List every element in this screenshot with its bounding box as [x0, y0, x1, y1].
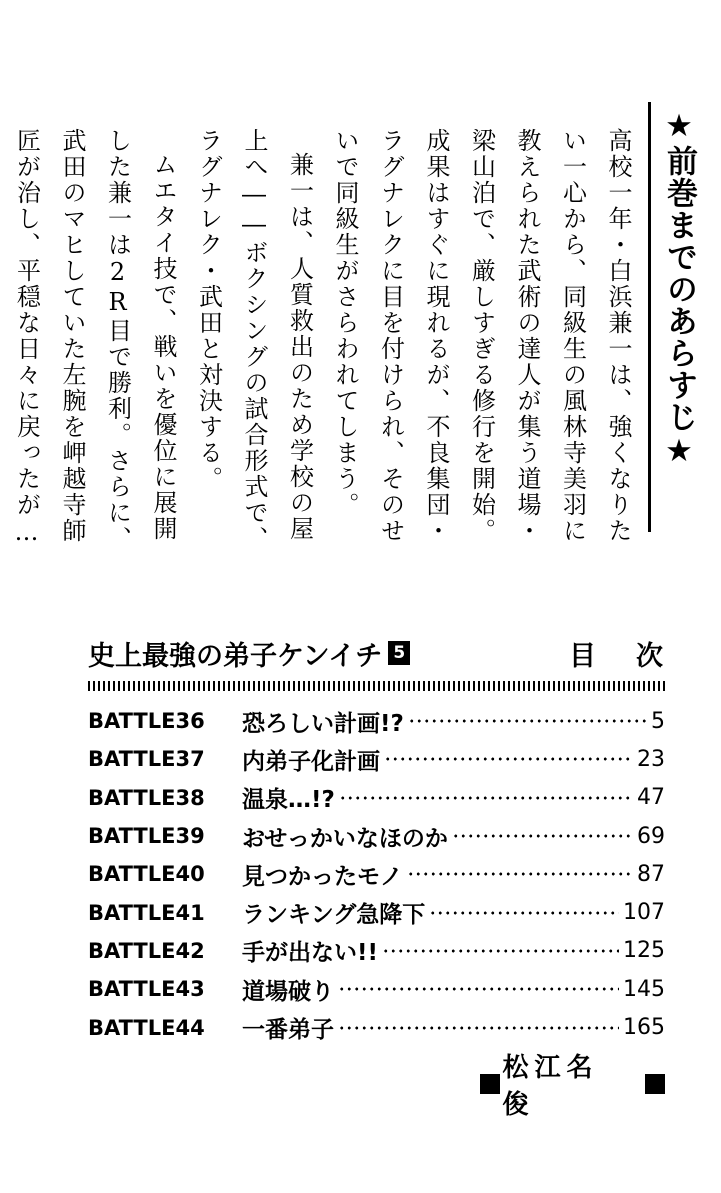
synopsis-paragraph: 高校一年・白浜兼一は、強くなりたい一心から、同級生の風林寺美羽に教えられた武術の達人が集う道場・梁山泊で、厳しすぎる修行を開始。: [467, 128, 632, 544]
book-title: [88, 634, 410, 673]
toc-chapter-title: おせっかいなほのか: [242, 825, 448, 852]
toc-battle-number: BATTLE40: [88, 862, 205, 887]
book-title-text: 史上最強の弟子ケンイチ: [88, 640, 383, 672]
toc-page-number: 107: [623, 900, 665, 926]
synopsis-text: [12, 128, 640, 558]
synopsis-heading: ★前巻までのあらすじ★: [648, 102, 710, 532]
toc-page-number: 23: [637, 746, 665, 772]
toc-chapter-title: 温泉…!?: [242, 787, 335, 814]
toc-battle-number: BATTLE43: [88, 977, 205, 1002]
toc-chapter-title: 手が出ない!!: [242, 940, 378, 967]
toc-chapter-title: 一番弟子: [242, 1017, 334, 1044]
toc-entry[interactable]: [88, 702, 665, 740]
toc-entry[interactable]: [88, 779, 665, 817]
volume-badge: 5: [388, 641, 410, 665]
toc-battle-number: BATTLE41: [88, 900, 205, 925]
author-name: 松江名 俊: [502, 1053, 599, 1120]
toc-chapter-title: 見つかったモノ: [242, 863, 403, 890]
toc-page-number: 87: [637, 861, 665, 887]
toc-chapter-title: 内弟子化計画: [242, 748, 380, 775]
square-bullet-icon: [645, 1074, 665, 1094]
toc-page-number: 69: [637, 823, 665, 849]
toc-page-number: 47: [637, 785, 665, 811]
toc-leader-dots: [338, 985, 619, 993]
synopsis-paragraph: 成果はすぐに現れるが、不良集団・ラグナレクに目を付けられ、そのせいで同級生がさらわれてしまう。: [331, 128, 450, 544]
toc-battle-number: BATTLE37: [88, 747, 205, 772]
toc-leader-dots: [407, 870, 633, 878]
synopsis-paragraph: ムエタイ技で、戦いを優位に展開した兼一は2R目で勝利。さらに、武田のマヒしていた左腕を岬越寺師匠が治し、平穏な日々に戻ったが…: [12, 128, 177, 552]
toc-entry[interactable]: [88, 970, 665, 1008]
toc-entry[interactable]: [88, 855, 665, 893]
toc-entry[interactable]: [88, 817, 665, 855]
toc-leader-dots: [339, 794, 633, 802]
toc-page-number: 145: [623, 976, 665, 1002]
toc-label: 目次: [569, 640, 703, 672]
toc-battle-number: BATTLE39: [88, 824, 205, 849]
toc-chapter-title: 恐ろしい計画!?: [242, 710, 404, 737]
divider-stripe: [88, 681, 665, 691]
toc-battle-number: BATTLE38: [88, 785, 205, 810]
toc-page-number: 165: [623, 1015, 665, 1041]
square-bullet-icon: [480, 1074, 500, 1094]
synopsis-paragraph: [0, 128, 3, 558]
toc-header: [88, 633, 703, 673]
toc-battle-number: BATTLE44: [88, 1015, 205, 1040]
toc-list: [88, 702, 665, 1047]
toc-leader-dots: [408, 717, 647, 725]
toc-entry[interactable]: [88, 1008, 665, 1046]
toc-leader-dots: [382, 947, 619, 955]
toc-leader-dots: [429, 909, 619, 917]
toc-chapter-title: ランキング急降下: [242, 902, 426, 929]
toc-chapter-title: 道場破り: [242, 978, 334, 1005]
toc-entry[interactable]: [88, 932, 665, 970]
toc-entry[interactable]: [88, 740, 665, 778]
toc-page-number: 5: [651, 708, 665, 734]
toc-entry[interactable]: [88, 893, 665, 931]
synopsis-paragraph: 兼一は、人質救出のため学校の屋上へ――ボクシングの試合形式で、ラグナレク・武田と対決する。: [194, 128, 314, 552]
toc-battle-number: BATTLE36: [88, 709, 205, 734]
toc-leader-dots: [384, 755, 633, 763]
toc-leader-dots: [452, 832, 633, 840]
toc-leader-dots: [338, 1024, 619, 1032]
author-credit: [480, 1053, 665, 1120]
toc-page-number: 125: [623, 938, 665, 964]
toc-battle-number: BATTLE42: [88, 938, 205, 963]
